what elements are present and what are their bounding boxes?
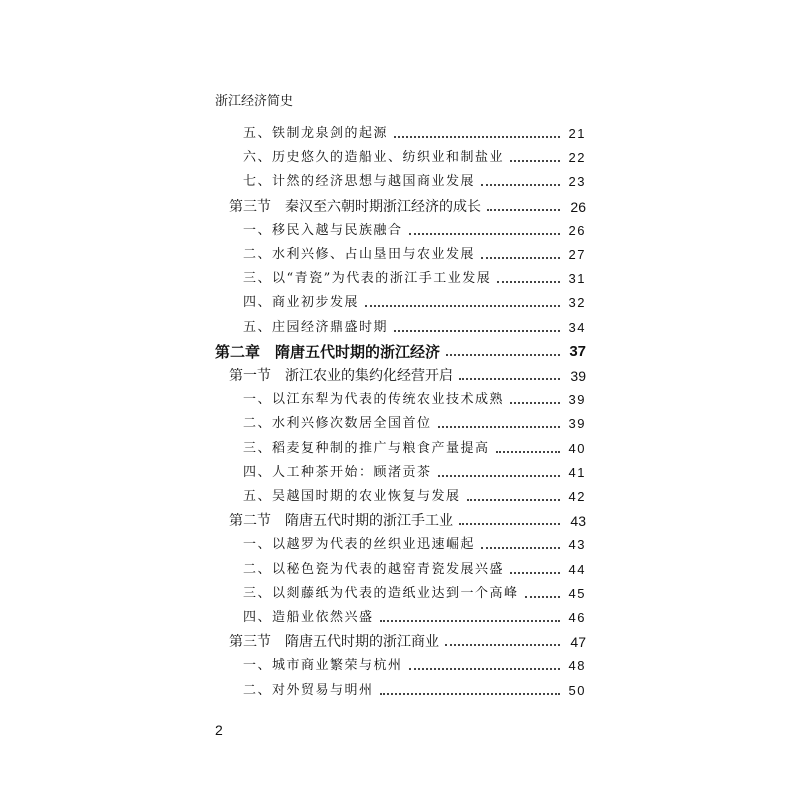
dot-leader [496,450,560,453]
toc-entry-title: 四、造船业依然兴盛 [243,610,374,625]
dot-leader [380,692,560,695]
dot-leader [481,546,560,549]
dot-leader [380,619,560,622]
dot-leader [487,208,560,211]
toc-page-number: 42 [568,489,586,504]
toc-page-number: 45 [568,585,586,601]
dot-leader [446,353,560,356]
toc-page-number: 26 [570,198,586,215]
toc-page-number: 47 [570,634,586,651]
toc-item-row[interactable] [243,172,586,192]
toc-item-row[interactable] [243,293,586,313]
toc-page-number: 48 [568,658,586,674]
toc-item-row[interactable] [243,608,586,628]
dot-leader [481,183,560,186]
toc-item-row[interactable] [243,463,586,483]
dot-leader [394,135,560,138]
toc-page-number: 27 [568,247,586,262]
running-head: 浙江经济简史 [215,94,294,109]
toc-item-row[interactable] [243,535,586,555]
dot-leader [510,159,560,162]
dot-leader [459,522,560,525]
dot-leader [525,595,560,598]
page-number: 2 [215,722,223,738]
toc-entry-title: 六、历史悠久的造船业、纺织业和制盐业 [243,150,505,166]
toc-entry-title: 五、铁制龙泉剑的起源 [243,126,389,141]
toc-page-number: 43 [568,537,586,553]
dot-leader [409,232,560,235]
dot-leader [438,474,560,477]
toc-entry-title: 七、计然的经济思想与越国商业发展 [243,174,476,190]
toc-page-number: 34 [568,319,586,335]
toc-item-row[interactable] [243,269,586,289]
toc-page-number: 39 [568,392,586,408]
toc-item-row[interactable] [243,318,586,338]
toc-page-number: 43 [570,513,586,530]
toc-entry-title: 一、移民入越与民族融合 [243,222,403,238]
toc-item-row[interactable] [243,439,586,459]
toc-entry-title: 二、以秘色瓷为代表的越窑青瓷发展兴盛 [243,561,505,577]
toc-page-number: 40 [568,440,586,456]
toc-item-row[interactable] [243,656,586,676]
dot-leader [409,667,560,670]
toc-entry-title: 三、以“青瓷”为代表的浙江手工业发展 [243,271,492,287]
toc-entry-title: 四、商业初步发展 [243,295,360,311]
toc-entry-title: 四、人工种茶开始：顾渚贡茶 [243,464,432,480]
toc-item-row[interactable] [243,560,586,580]
toc-page-number: 26 [568,222,586,238]
toc-entry-title: 三、以剡藤纸为代表的造纸业达到一个高峰 [243,585,519,601]
toc-entry-title: 二、水利兴修、占山垦田与农业发展 [243,247,476,262]
toc-page-number: 39 [570,368,586,384]
dot-leader [394,329,560,332]
toc-page-number: 46 [568,610,586,625]
dot-leader [459,377,560,380]
toc-entry-title: 第三节 秦汉至六朝时期浙江经济的成长 [229,198,481,215]
toc-page-number: 44 [568,561,586,577]
toc-item-row[interactable] [243,245,586,265]
toc-entry-title: 第三节 隋唐五代时期的浙江商业 [229,634,439,651]
toc-section-row[interactable] [229,511,586,531]
dot-leader [497,280,560,283]
toc-entry-title: 一、城市商业繁荣与杭州 [243,658,403,674]
toc-item-row[interactable] [243,124,586,144]
dot-leader [365,304,560,307]
toc-entry-title: 五、吴越国时期的农业恢复与发展 [243,489,461,504]
toc-page-number: 21 [568,126,586,141]
dot-leader [510,401,560,404]
toc-item-row[interactable] [243,148,586,168]
toc-page-number: 32 [568,295,586,311]
toc-page-number: 39 [568,416,586,432]
toc-page-number: 31 [568,271,586,287]
toc-item-row[interactable] [243,681,586,701]
toc-entry-title: 五、庄园经济鼎盛时期 [243,319,389,335]
toc-entry-title: 第一节 浙江农业的集约化经营开启 [229,368,453,384]
dot-leader [510,571,560,574]
dot-leader [438,425,560,428]
dot-leader [467,498,560,501]
dot-leader [445,643,560,646]
toc-entry-title: 三、稻麦复种制的推广与粮食产量提高 [243,440,490,456]
toc-section-row[interactable] [229,632,586,652]
toc-page-number: 22 [568,150,586,166]
toc-item-row[interactable] [243,221,586,241]
toc-item-row[interactable] [243,487,586,507]
toc-entry-title: 一、以江东犁为代表的传统农业技术成熟 [243,392,505,408]
toc-page-number: 37 [569,342,586,360]
toc-page-number: 23 [568,174,586,190]
toc-entry-title: 一、以越罗为代表的丝织业迅速崛起 [243,537,476,553]
toc-section-row[interactable] [229,197,586,217]
toc-entry-title: 二、对外贸易与明州 [243,682,374,698]
toc-item-row[interactable] [243,584,586,604]
toc-chapter-row[interactable] [215,342,586,362]
toc-item-row[interactable] [243,414,586,434]
toc-entry-title: 二、水利兴修次数居全国首位 [243,416,432,432]
toc-page-number: 41 [568,464,586,480]
toc-page-number: 50 [568,682,586,698]
toc-item-row[interactable] [243,390,586,410]
toc-entry-title: 第二章 隋唐五代时期的浙江经济 [215,342,441,361]
toc-section-row[interactable] [229,366,586,386]
dot-leader [481,256,560,259]
toc-entry-title: 第二节 隋唐五代时期的浙江手工业 [229,513,453,530]
